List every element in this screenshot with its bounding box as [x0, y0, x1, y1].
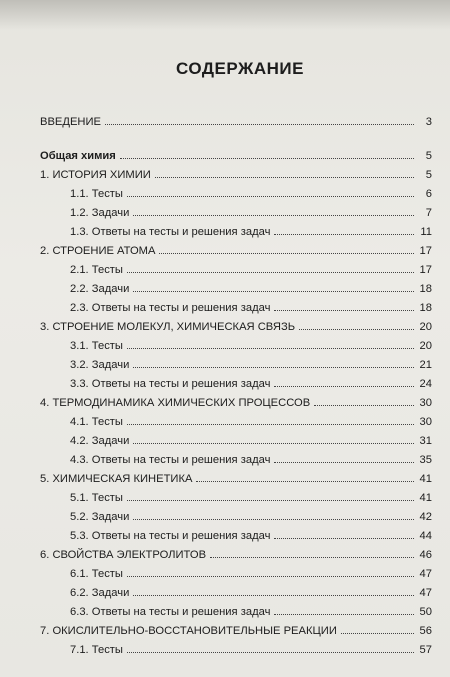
toc-entry-page: 24 — [419, 378, 432, 390]
toc-entry-label: 5. ХИМИЧЕСКАЯ КИНЕТИКА — [40, 473, 193, 485]
toc-entry-page: 17 — [419, 245, 432, 257]
toc-entry-section — [70, 446, 432, 466]
dot-leader — [120, 157, 414, 159]
toc-entry-section — [70, 275, 432, 295]
toc-entry-page: 46 — [419, 549, 432, 561]
toc-entry-section — [70, 370, 432, 390]
toc-entry-page: 5 — [425, 169, 432, 181]
toc-entry-page: 41 — [419, 492, 432, 504]
toc-entry-page: 18 — [419, 283, 432, 295]
dot-leader — [210, 556, 414, 558]
toc-entry-section — [70, 180, 432, 200]
toc-entry-page: 30 — [419, 416, 432, 428]
dot-leader — [274, 537, 414, 539]
toc-entry-section — [70, 484, 432, 504]
dot-leader — [196, 480, 414, 482]
toc-entry-label: 1.3. Ответы на тесты и решения задач — [70, 226, 271, 238]
dot-leader — [274, 309, 414, 311]
toc-entry-page: 17 — [419, 264, 432, 276]
page-title: СОДЕРЖАНИЕ — [176, 59, 304, 78]
dot-leader — [274, 233, 414, 235]
toc-entry-label: 3.1. Тесты — [70, 340, 123, 352]
toc-entry-page: 35 — [419, 454, 432, 466]
toc-entry-label: 2. СТРОЕНИЕ АТОМА — [40, 245, 156, 257]
toc-entry-label: 6.3. Ответы на тесты и решения задач — [70, 606, 271, 618]
toc-entry-chapter — [40, 465, 432, 485]
toc-entry-page: 50 — [419, 606, 432, 618]
dot-leader — [299, 328, 414, 330]
toc-entry-label: 3.3. Ответы на тесты и решения задач — [70, 378, 271, 390]
toc-entry-page: 11 — [420, 226, 432, 238]
toc-entry-page: 47 — [419, 587, 432, 599]
dot-leader — [133, 594, 414, 596]
dot-leader — [133, 518, 414, 520]
dot-leader — [133, 290, 414, 292]
toc-entry-section — [70, 579, 432, 599]
toc-entry-section — [70, 522, 432, 542]
toc-entry-chapter — [40, 617, 432, 637]
dot-leader — [127, 195, 414, 197]
toc-entry-page: 41 — [419, 473, 432, 485]
dot-leader — [133, 366, 414, 368]
toc-entry-label: 6. СВОЙСТВА ЭЛЕКТРОЛИТОВ — [40, 549, 207, 561]
toc-entry-page: 56 — [419, 625, 432, 637]
toc-entry-chapter — [40, 161, 432, 181]
dot-leader — [274, 385, 414, 387]
toc-entry-section — [70, 636, 432, 656]
dot-leader — [127, 651, 414, 653]
top-bleed-shadow — [0, 0, 450, 30]
toc-entry-label: 7.1. Тесты — [70, 644, 123, 656]
toc-entry-page: 3 — [425, 116, 432, 128]
toc-entry-section — [70, 427, 432, 447]
dot-leader — [133, 214, 414, 216]
toc-entry-label: 4.3. Ответы на тесты и решения задач — [70, 454, 271, 466]
toc-entry-label: 4.2. Задачи — [70, 435, 130, 447]
toc-entry-section — [70, 294, 432, 314]
toc-entry-label: 1.1. Тесты — [70, 188, 123, 200]
toc-entry-label: 6.2. Задачи — [70, 587, 130, 599]
toc-entry-label: 1. ИСТОРИЯ ХИМИИ — [40, 169, 151, 181]
toc-entry-introduction — [40, 108, 432, 128]
toc-entry-label: 5.2. Задачи — [70, 511, 130, 523]
toc-entry-section — [70, 503, 432, 523]
toc-entry-chapter — [40, 389, 432, 409]
toc-entry-label: 3.2. Задачи — [70, 359, 130, 371]
toc-entry-page: 44 — [419, 530, 432, 542]
toc-entry-page: 7 — [425, 207, 432, 219]
toc-entry-section — [70, 560, 432, 580]
toc-entry-chapter — [40, 541, 432, 561]
toc-entry-chapter — [40, 237, 432, 257]
toc-entry-section — [70, 408, 432, 428]
dot-leader — [105, 123, 414, 125]
toc-entry-section — [70, 598, 432, 618]
toc-entry-page: 5 — [425, 150, 432, 162]
toc-entry-label: 1.2. Задачи — [70, 207, 130, 219]
toc-entry-page: 18 — [419, 302, 432, 314]
toc-entry-label: 3. СТРОЕНИЕ МОЛЕКУЛ, ХИМИЧЕСКАЯ СВЯЗЬ — [40, 321, 296, 333]
toc-entry-page: 21 — [419, 359, 432, 371]
toc-entry-page: 47 — [419, 568, 432, 580]
toc-entry-label: 6.1. Тесты — [70, 568, 123, 580]
toc-entry-label: 4.1. Тесты — [70, 416, 123, 428]
toc-entry-label: 2.1. Тесты — [70, 264, 123, 276]
toc-entry-page: 20 — [419, 340, 432, 352]
toc-entry-label: 4. ТЕРМОДИНАМИКА ХИМИЧЕСКИХ ПРОЦЕССОВ — [40, 397, 311, 409]
toc-entry-label: 7. ОКИСЛИТЕЛЬНО-ВОССТАНОВИТЕЛЬНЫЕ РЕАКЦИИ — [40, 625, 337, 637]
toc-entry-page: 30 — [419, 397, 432, 409]
toc-entry-section — [70, 199, 432, 219]
toc-entry-label: 2.2. Задачи — [70, 283, 130, 295]
toc-entry-label: ВВЕДЕНИЕ — [40, 116, 102, 128]
toc-entry-label: Общая химия — [40, 150, 116, 162]
toc-entry-section — [70, 256, 432, 276]
dot-leader — [314, 404, 414, 406]
toc-entry-page: 57 — [419, 644, 432, 656]
dot-leader — [127, 575, 414, 577]
dot-leader — [155, 176, 414, 178]
dot-leader — [274, 461, 414, 463]
dot-leader — [159, 252, 414, 254]
toc-entry-section — [70, 332, 432, 352]
dot-leader — [341, 632, 414, 634]
dot-leader — [127, 271, 414, 273]
dot-leader — [127, 347, 414, 349]
toc-entry-label: 5.1. Тесты — [70, 492, 123, 504]
toc-entry-chapter — [40, 313, 432, 333]
dot-leader — [274, 613, 414, 615]
toc-entry-label: 2.3. Ответы на тесты и решения задач — [70, 302, 271, 314]
toc-entry-section — [70, 218, 432, 238]
dot-leader — [133, 442, 414, 444]
toc-entry-page: 42 — [419, 511, 432, 523]
toc-entry-section — [70, 351, 432, 371]
toc-entry-part — [40, 142, 432, 162]
dot-leader — [127, 499, 414, 501]
toc-entry-page: 6 — [425, 188, 432, 200]
toc-entry-page: 31 — [419, 435, 432, 447]
dot-leader — [127, 423, 414, 425]
toc-entry-label: 5.3. Ответы на тесты и решения задач — [70, 530, 271, 542]
toc-entry-page: 20 — [419, 321, 432, 333]
